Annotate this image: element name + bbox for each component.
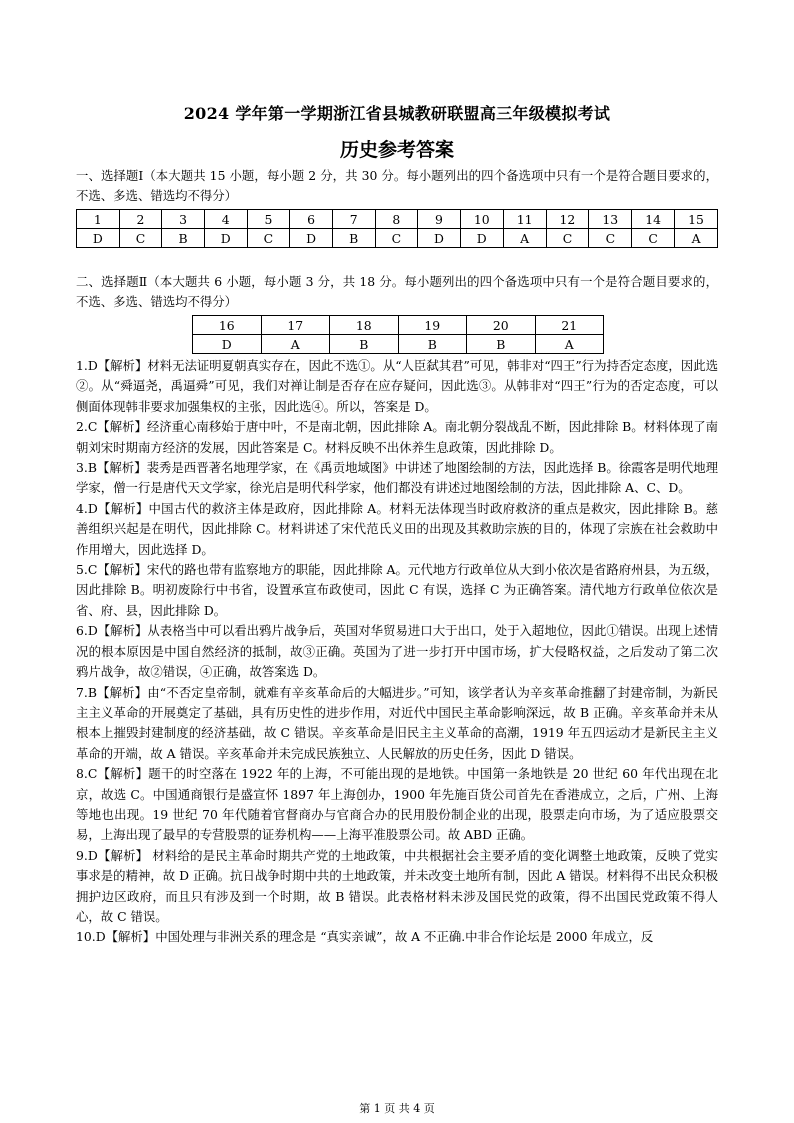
question-number: 6 (290, 210, 333, 229)
answer-cell: D (290, 229, 333, 248)
answer-cell: C (632, 229, 675, 248)
page-subtitle: 历史参考答案 (339, 139, 454, 161)
answer-cell: C (247, 229, 290, 248)
question-number: 11 (503, 210, 546, 229)
question-number: 5 (247, 210, 290, 229)
explanation-1: 1.D【解析】材料无法证明夏朝真实存在，因此不选①。从“人臣弑其君”可见，韩非对“四王”行为持否定态度，因此选②。从“舜逼尧，禹逼舜”可见，我们对禅让制是否存在应存疑问，因此选③。从韩非对“四王”行为的否定态度，可以侧面体现韩非要求加强集权的主张，因此选④。所以，答案是 D。 (76, 358, 718, 414)
question-number: 4 (204, 210, 247, 229)
question-number: 14 (632, 210, 675, 229)
question-number: 20 (467, 316, 536, 335)
answer-cell: B (332, 229, 375, 248)
answer-cell: D (418, 229, 461, 248)
explanation-8: 8.C【解析】题干的时空落在 1922 年的上海，不可能出现的是地铁。中国第一条地铁是 20 世纪 60 年代出现在北京，故选 C。中国通商银行是盛宣怀 1897 年上海创办，1900 年先施百货公司首先在香港成立，之后，广州、上海等地也出现。19 世纪 70 年代随着官督商办与官商合办的民用股份制企业的出现，股票走向市场，为了适应股票交易，上海出现了最早的专营股票的证券机构——上海平准股票公司。故 ABD 正确。 (76, 766, 718, 843)
answer-row (77, 229, 718, 248)
explanation-6: 6.D【解析】从表格当中可以看出鸦片战争后，英国对华贸易进口大于出口，处于入超地位，因此①错误。出现上述情况的根本原因是中国自然经济的抵制，故③正确。英国为了进一步打开中国市场，扩大侵略权益，之后发动了第二次鸦片战争，故②错误，④正确，故答案选 D。 (76, 623, 718, 680)
answer-cell: A (535, 335, 604, 354)
explanation-7: 7.B【解析】由“不否定皇帝制，就难有辛亥革命后的大幅进步。”可知，该学者认为辛亥革命推翻了封建帝制，为新民主主义革命的开展奠定了基础，具有历史性的进步作用，对近代中国民主革命影响深远，故 B 正确。辛亥革命并未从根本上摧毁封建制度的经济基础，故 C 错误。辛亥革命是旧民主主义革命的高潮，1919 年五四运动才是新民主主义革命的开端，故 A 错误。辛亥革命并未完成民族独立、人民解放的历史任务，因此 D 错误。 (76, 684, 718, 761)
explanation-10: 10.D【解析】中国处理与非洲关系的理念是 “真实亲诚”，故 A 不正确.中非合作论坛是 2000 年成立，反 (76, 929, 654, 945)
answer-cell: C (546, 229, 589, 248)
answer-cell: D (460, 229, 503, 248)
question-number-row (77, 210, 718, 229)
question-number-row (193, 316, 604, 335)
section2-answer-table (192, 315, 604, 354)
answer-row (193, 335, 604, 354)
exam-title: 2024 学年第一学期浙江省县城教研联盟高三年级模拟考试 (183, 104, 611, 123)
answer-cell: D (77, 229, 120, 248)
section1-intro: 一、选择题Ⅰ（本大题共 15 小题，每小题 2 分，共 30 分。每小题列出的四个备选项中只有一个是符合题目要求的，不选、多选、错选均不得分） (76, 168, 718, 203)
question-number: 17 (261, 316, 330, 335)
answer-cell: D (193, 335, 262, 354)
answer-cell: B (162, 229, 205, 248)
answer-cell: B (467, 335, 536, 354)
question-number: 2 (119, 210, 162, 229)
explanation-4: 4.D【解析】中国古代的救济主体是政府，因此排除 A。材料无法体现当时政府救济的重点是救灾，因此排除 B。慈善组织兴起是在明代，因此排除 C。材料讲述了宋代范氏义田的出现及其救助宗族的目的，体现了宗族在社会救助中作用增大，因此选择 D。 (76, 500, 718, 557)
question-number: 1 (77, 210, 120, 229)
page-footer: 第 1 页 共 4 页 (359, 1102, 435, 1115)
question-number: 13 (589, 210, 632, 229)
explanation-5: 5.C【解析】宋代的路也带有监察地方的职能，因此排除 A。元代地方行政单位从大到小依次是省路府州县，为五级，因此排除 B。明初废除行中书省，设置承宣布政使司，因此 C 有误，选择 C 为正确答案。清代地方行政单位依次是省、府、县，因此排除 D。 (76, 562, 718, 618)
answer-cell: A (503, 229, 546, 248)
explanation-3: 3.B【解析】裴秀是西晋著名地理学家，在《禹贡地域图》中讲述了地图绘制的方法，因此选择 B。徐霞客是明代地理学家，僧一行是唐代天文学家，徐光启是明代科学家，他们都没有讲述过地图绘制的方法，因此排除 A、C、D。 (76, 460, 718, 496)
answer-cell: B (398, 335, 467, 354)
question-number: 15 (675, 210, 718, 229)
answer-cell: B (330, 335, 399, 354)
question-number: 16 (193, 316, 262, 335)
answer-sheet (76, 104, 718, 948)
answer-cell: D (204, 229, 247, 248)
question-number: 8 (375, 210, 418, 229)
answer-cell: C (119, 229, 162, 248)
question-number: 21 (535, 316, 604, 335)
answer-cell: A (675, 229, 718, 248)
question-number: 9 (418, 210, 461, 229)
question-number: 3 (162, 210, 205, 229)
question-number: 7 (332, 210, 375, 229)
answer-cell: C (375, 229, 418, 248)
question-number: 19 (398, 316, 467, 335)
section1-answer-table (76, 209, 718, 248)
question-number: 12 (546, 210, 589, 229)
answer-cell: C (589, 229, 632, 248)
question-number: 10 (460, 210, 503, 229)
explanation-9: 9.D【解析】 材料给的是民主革命时期共产党的土地政策，中共根据社会主要矛盾的变化调整土地政策，反映了党实事求是的精神，故 D 正确。抗日战争时期中共的土地政策，并未改变土地所有制，因此 A 错误。材料得不出民众积极拥护边区政府，而且只有涉及到一个时期，故 B 错误。此表格材料未涉及国民党的政策，得不出国民党政策不得人心，故 C 错误。 (76, 847, 718, 924)
section2-intro: 二、选择题Ⅱ（本大题共 6 小题，每小题 3 分，共 18 分。每小题列出的四个备选项中只有一个是符合题目要求的，不选、多选、错选均不得分） (76, 274, 718, 309)
answer-cell: A (261, 335, 330, 354)
question-number: 18 (330, 316, 399, 335)
explanation-2: 2.C【解析】经济重心南移始于唐中叶，不是南北朝，因此排除 A。南北朝分裂战乱不断，因此排除 B。材料体现了南朝刘宋时期南方经济的发展，因此答案是 C。材料反映不出休养生息政策，因此排除 D。 (76, 419, 718, 455)
